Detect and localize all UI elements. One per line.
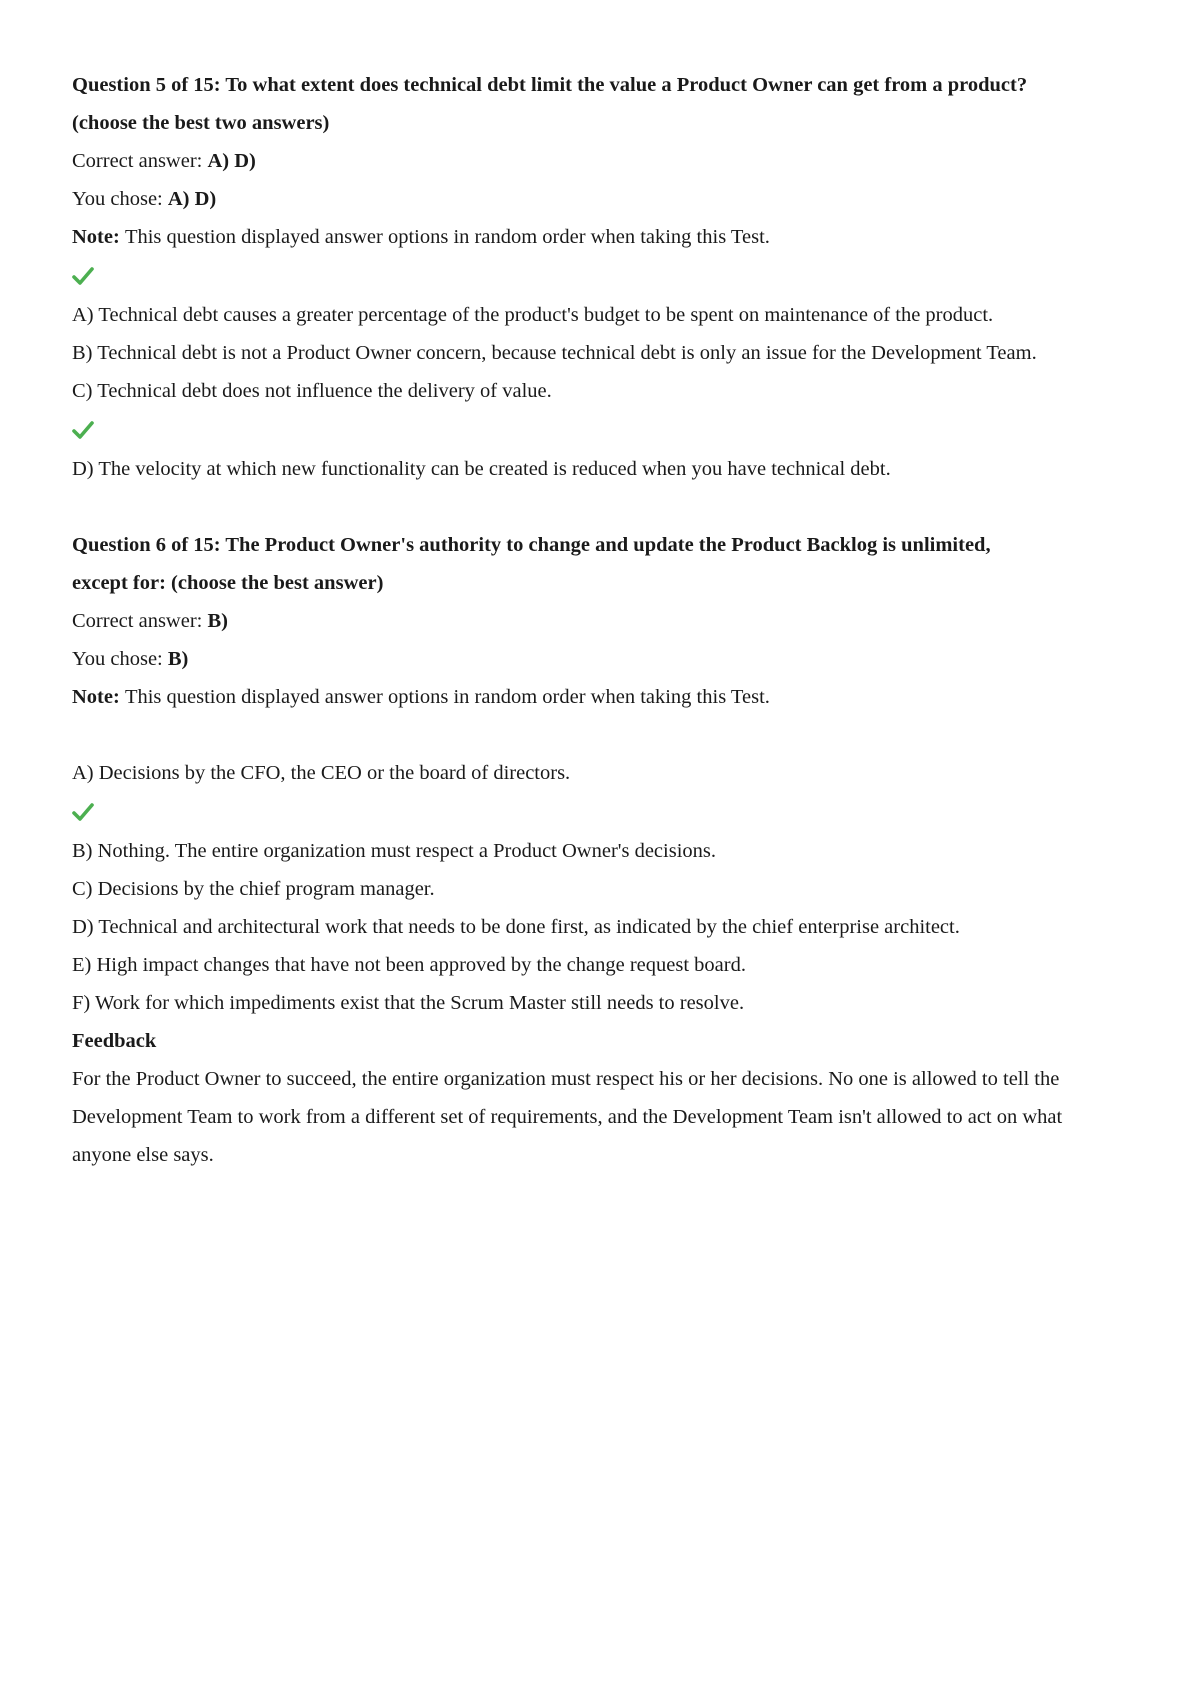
question-title: Question 6 of 15: The Product Owner's authority to change and update the Product Backlog is unlimited, [72, 534, 991, 556]
answer-option-e: E) High impact changes that have not been approved by the change request board. [72, 954, 746, 976]
question-instruction: (choose the best two answers) [72, 112, 330, 134]
answer-option-a: A) Technical debt causes a greater percentage of the product's budget to be spent on maintenance of the product. [72, 304, 994, 326]
note-text: This question displayed answer options in random order when taking this Test. [124, 226, 770, 248]
feedback-heading: Feedback [72, 1030, 157, 1052]
correct-answer-label: Correct answer: [72, 150, 208, 172]
feedback-text: For the Product Owner to succeed, the entire organization must respect his or her decisions. No one is allowed to tell the Development Team to work from a different set of requirements, and the Development Team isn't allowed to act on what anyone else says. [72, 1068, 1063, 1166]
section-gap [72, 488, 1132, 526]
you-chose-row [72, 180, 1132, 218]
document-page [72, 66, 1132, 1174]
question-6 [72, 526, 1132, 1174]
correct-answer-row [72, 602, 1132, 640]
check-icon [72, 256, 1132, 296]
question-5 [72, 66, 1132, 488]
correct-answer-label: Correct answer: [72, 610, 208, 632]
correct-answer-value: B) [207, 610, 228, 632]
note-row [72, 218, 1132, 256]
you-chose-value: B) [167, 648, 189, 670]
note-label: Note: [72, 226, 125, 248]
you-chose-label: You chose: [72, 648, 168, 670]
answer-option-f: F) Work for which impediments exist that the Scrum Master still needs to resolve. [72, 992, 745, 1014]
you-chose-value: A) D) [167, 188, 217, 210]
check-icon [72, 410, 1132, 450]
question-title: Question 5 of 15: To what extent does technical debt limit the value a Product Owner can get from a product? [72, 74, 1028, 96]
blank-line [72, 716, 1132, 754]
answer-option-c: C) Technical debt does not influence the delivery of value. [72, 380, 552, 402]
answer-option-a: A) Decisions by the CFO, the CEO or the board of directors. [72, 762, 571, 784]
note-row [72, 678, 1132, 716]
note-label: Note: [72, 686, 125, 708]
note-text: This question displayed answer options in random order when taking this Test. [124, 686, 770, 708]
correct-answer-row [72, 142, 1132, 180]
check-icon [72, 792, 1132, 832]
question-instruction: except for: (choose the best answer) [72, 572, 384, 594]
you-chose-label: You chose: [72, 188, 168, 210]
answer-option-d: D) Technical and architectural work that needs to be done first, as indicated by the chief enterprise architect. [72, 916, 960, 938]
answer-option-b: B) Nothing. The entire organization must respect a Product Owner's decisions. [72, 840, 716, 862]
answer-option-b: B) Technical debt is not a Product Owner concern, because technical debt is only an issue for the Development Team. [72, 342, 1037, 364]
answer-option-d: D) The velocity at which new functionality can be created is reduced when you have technical debt. [72, 458, 891, 480]
answer-option-c: C) Decisions by the chief program manager. [72, 878, 435, 900]
correct-answer-value: A) D) [207, 150, 256, 172]
you-chose-row [72, 640, 1132, 678]
